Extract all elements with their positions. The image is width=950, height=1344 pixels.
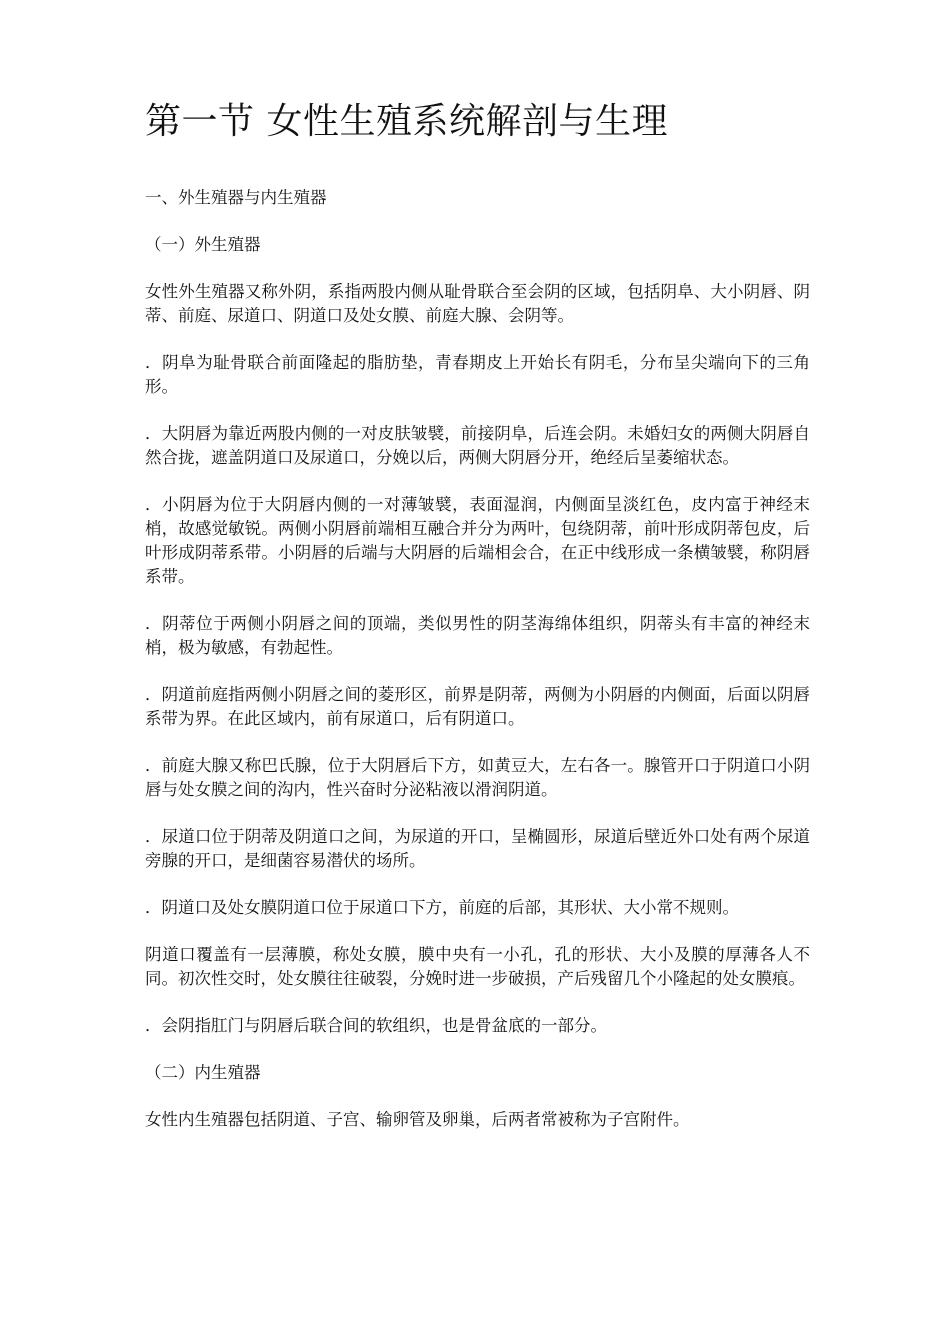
external-intro-paragraph: 女性外生殖器又称外阴，系指两股内侧从耻骨联合至会阴的区域，包括阴阜、大小阴唇、阴蒂、前庭、尿道口、阴道口及处女膜、前庭大腺、会阴等。 bbox=[145, 282, 810, 325]
list-item: ．前庭大腺又称巴氏腺，位于大阴唇后下方，如黄豆大，左右各一。腺管开口于阴道口小阴唇与处女膜之间的沟内，性兴奋时分泌粘液以滑润阴道。 bbox=[145, 756, 810, 799]
hymen-paragraph: 阴道口覆盖有一层薄膜，称处女膜，膜中央有一小孔，孔的形状、大小及膜的厚薄各人不同。初次性交时，处女膜往往破裂，分娩时进一步破损，产后残留几个小隆起的处女膜痕。 bbox=[145, 945, 810, 988]
list-item: ．小阴唇为位于大阴唇内侧的一对薄皱襞，表面湿润，内侧面呈淡红色，皮内富于神经末梢，故感觉敏锐。两侧小阴唇前端相互融合并分为两叶，包绕阴蒂，前叶形成阴蒂包皮，后叶形成阴蒂系带。小阴唇的后端与大阴唇的后端相会合，在正中线形成一条横皱襞，称阴唇系带。 bbox=[145, 495, 810, 586]
section-heading: 一、外生殖器与内生殖器 bbox=[145, 188, 327, 207]
internal-intro-paragraph: 女性内生殖器包括阴道、子宫、输卵管及卵巢，后两者常被称为子宫附件。 bbox=[145, 1110, 690, 1129]
page-title: 第一节 女性生殖系统解剖与生理 bbox=[145, 101, 668, 142]
list-item: ．阴蒂位于两侧小阴唇之间的顶端，类似男性的阴茎海绵体组织，阴蒂头有丰富的神经末梢，极为敏感，有勃起性。 bbox=[145, 614, 810, 657]
list-item: ．大阴唇为靠近两股内侧的一对皮肤皱襞，前接阴阜，后连会阴。未婚妇女的两侧大阴唇自然合拢，遮盖阴道口及尿道口，分娩以后，两侧大阴唇分开，绝经后呈萎缩状态。 bbox=[145, 424, 810, 467]
list-item: ．阴道口及处女膜阴道口位于尿道口下方，前庭的后部，其形状、大小常不规则。 bbox=[145, 898, 739, 917]
list-item: ．阴阜为耻骨联合前面隆起的脂肪垫，青春期皮上开始长有阴毛，分布呈尖端向下的三角形。 bbox=[145, 353, 810, 396]
list-item: ．尿道口位于阴蒂及阴道口之间，为尿道的开口，呈椭圆形，尿道后壁近外口处有两个尿道旁腺的开口，是细菌容易潜伏的场所。 bbox=[145, 827, 810, 870]
list-item: ．会阴指肛门与阴唇后联合间的软组织，也是骨盆底的一部分。 bbox=[145, 1016, 607, 1035]
subsection-heading-internal: （二）内生殖器 bbox=[145, 1063, 261, 1082]
list-item: ．阴道前庭指两侧小阴唇之间的菱形区，前界是阴蒂，两侧为小阴唇的内侧面，后面以阴唇系带为界。在此区域内，前有尿道口，后有阴道口。 bbox=[145, 685, 810, 728]
document-page bbox=[145, 96, 810, 1132]
subsection-heading-external: （一）外生殖器 bbox=[145, 235, 261, 254]
